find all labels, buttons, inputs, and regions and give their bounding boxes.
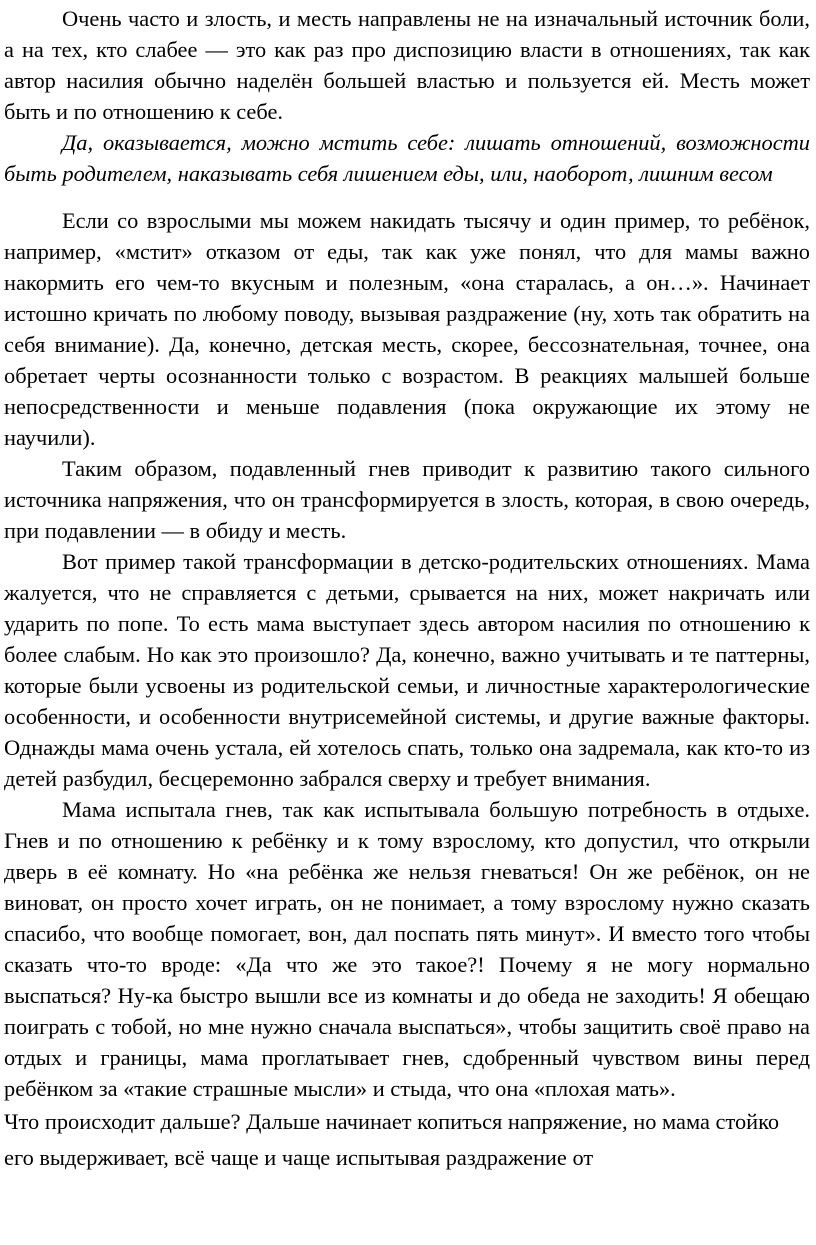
paragraph-mother-anger: Мама испытала гнев, так как испытывала большую потребность в отдыхе. Гнев и по отношению к ребёнку и к тому взрослому, кто допустил, что открыли дверь в её комнату. Но «на ребёнка же нельзя гневаться! Он же ребёнок, он не виноват, он просто хочет играть, он не понимает, а тому взрослому нужно сказать спасибо, что вообще помогает, вон, дал поспать пять минут». И вместо того чтобы сказать что-то вроде: «Да что же это такое?! Почему я не могу нормально выспаться? Ну-ка быстро вышли все из комнаты и до обеда не заходить! Я обещаю поиграть с тобой, но мне нужно сначала выспаться», чтобы защитить своё право на отдых и границы, мама проглатывает гнев, сдобренный чувством вины перед ребёнком за «такие страшные мысли» и стыда, что она «плохая мать». (4, 797, 810, 1101)
paragraph-revenge-direction: Очень часто и злость, и месть направлены не на изначальный источник боли, а на тех, кто слабее — это как раз про диспозицию власти в отношениях, так как автор насилия обычно наделён большей властью и пользуется ей. Месть может быть и по отношению к себе. (4, 6, 810, 124)
paragraph-suppressed-anger: Таким образом, подавленный гнев приводит к развитию такого сильного источника напряжения, что он трансформируется в злость, которая, в свою очередь, при подавлении — в обиду и месть. (4, 456, 810, 543)
paragraph-what-next: Что происходит дальше? Дальше начинает копиться напряжение, но мама стойко его выдерживает, всё чаще и чаще испытывая раздражение от (4, 1109, 780, 1170)
paragraph-quote-self-revenge: Да, оказывается, можно мстить себе: лишать отношений, возможности быть родителем, наказывать себя лишением еды, или, наоборот, лишним весом (4, 130, 810, 186)
paragraph-transformation-example: Вот пример такой трансформации в детско-родительских отношениях. Мама жалуется, что не справляется с детьми, срывается на них, может накричать или ударить по попе. То есть мама выступает здесь автором насилия по отношению к более слабым. Но как это произошло? Да, конечно, важно учитывать и те паттерны, которые были усвоены из родительской семьи, и личностные характерологические особенности, и особенности внутрисемейной системы, и другие важные факторы. Однажды мама очень устала, ей хотелось спать, только она задремала, как кто-то из детей разбудил, бесцеремонно забрался сверху и требует внимания. (4, 549, 810, 791)
paragraph-child-revenge: Если со взрослыми мы можем накидать тысячу и один пример, то ребёнок, например, «мстит» отказом от еды, так как уже понял, что для мамы важно накормить его чем-то вкусным и полезным, «она старалась, а он…». Начинает истошно кричать по любому поводу, вызывая раздражение (ну, хоть так обратить на себя внимание). Да, конечно, детская месть, скорее, бессознательная, точнее, она обретает черты осознанности только с возрастом. В реакциях малышей больше непосредственности и меньше подавления (пока окружающие их этому не научили). (4, 208, 810, 450)
